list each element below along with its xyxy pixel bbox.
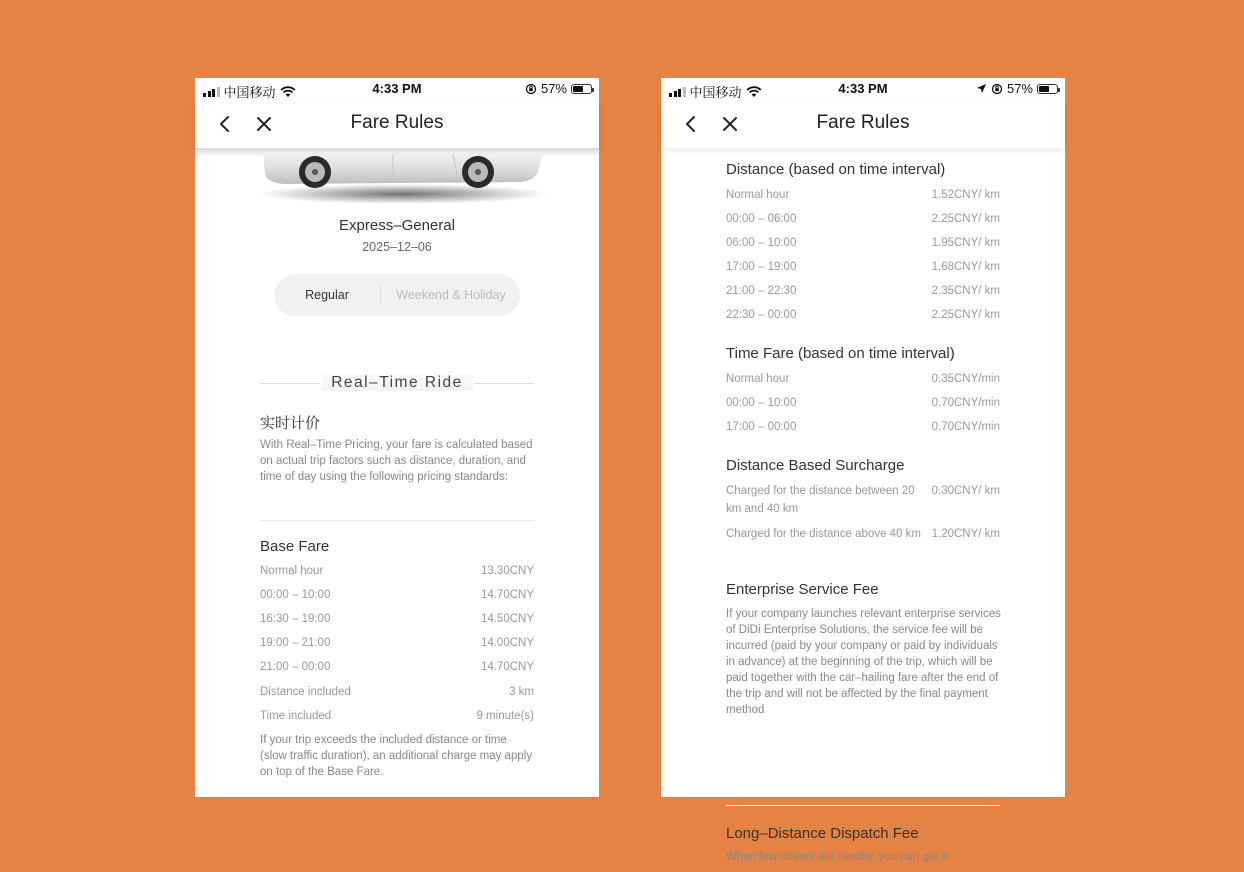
fare-type-toggle [274,274,520,316]
status-bar [661,78,1065,100]
fare-row-label: 17:00 – 19:00 [726,261,797,273]
dispatch-fee-description: When few drivers are nearby, you can get a [726,851,948,863]
fare-row-value: 2.25CNY/ km [931,213,1000,225]
fare-row [726,373,1000,389]
enterprise-fee-heading: Enterprise Service Fee [726,581,879,598]
left-content [195,148,599,797]
fare-row [726,213,1000,229]
fare-row-label: 19:00 – 21:00 [260,637,331,649]
fare-row-label: 00:00 – 10:00 [260,589,331,601]
location-arrow-icon [976,83,987,94]
phone-screen-left [195,78,599,797]
fare-row [726,421,1000,437]
fare-row [260,661,534,677]
base-fare-heading: Base Fare [260,538,330,555]
enterprise-fee-description: If your company launches relevant enterprise services of DiDi Enterprise Solutions, the service fee will be incurred (paid by your company or paid by individuals in advance) at the beginning of the trip, which will be paid together with the car–hailing fare after the end of the trip and will not be affected by the final payment method [726,608,1001,716]
fare-row-value: 1.20CNY/ km [931,528,1000,540]
battery-icon [1037,84,1058,94]
section-title [195,374,599,392]
status-right [525,81,592,96]
fare-row-label: Normal hour [726,189,790,201]
carrier-name: 中国移动 [689,85,742,100]
fare-row [260,613,534,629]
divider [260,520,534,521]
status-time: 4:33 PM [372,81,422,96]
orientation-lock-icon [991,83,1003,95]
surcharge-heading: Distance Based Surcharge [726,457,905,474]
fare-row-label: Charged for the distance above 40 km [726,528,921,540]
realtime-heading: 实时计价 [260,415,321,432]
fare-row-label: Normal hour [726,373,790,385]
orientation-lock-icon [525,83,537,95]
battery-icon [571,84,592,94]
fare-row [726,189,1000,205]
carrier-name: 中国移动 [223,85,276,100]
fare-row-value: 13.30CNY [480,565,534,577]
fare-row [260,710,534,726]
car-type-name: Express–General [339,217,455,234]
base-fare-note: If your trip exceeds the included distance or time (slow traffic duration), an additional charge may apply on top of the Base Fare. [260,734,533,778]
fare-row-value: 1.68CNY/ km [931,261,1000,273]
phone-screen-right [661,78,1065,863]
fare-row [260,565,534,581]
fare-row-label: 00:00 – 06:00 [726,213,797,225]
page-title: Fare Rules [816,112,910,133]
fare-row-value: 3 km [509,686,534,698]
fare-row [726,237,1000,253]
fare-row-label: Distance included [260,686,351,698]
battery-percent: 57% [540,81,567,96]
fare-row [726,482,1000,520]
time-fare-heading: Time Fare (based on time interval) [726,345,955,362]
distance-heading: Distance (based on time interval) [726,161,946,178]
fare-row-label: Time included [260,710,332,722]
fare-row-label: 06:00 – 10:00 [726,237,797,249]
fare-row-value: 9 minute(s) [476,710,534,722]
fare-row-value: 14.70CNY [480,661,534,673]
fare-row [726,261,1000,277]
fare-row [726,285,1000,301]
fare-row-value: 0.30CNY/ km [931,485,1000,497]
fare-row [260,686,534,702]
section-title-text: Real–Time Ride [321,374,473,391]
fare-row-value: 1.95CNY/ km [931,237,1000,249]
nav-bar [195,100,599,148]
fare-row [726,525,1000,563]
status-bar [195,78,599,100]
fare-row-label: 16:30 – 19:00 [260,613,331,625]
page-title: Fare Rules [350,112,444,133]
fare-row-value: 2.25CNY/ km [931,309,1000,321]
car-type-date: 2025–12–06 [362,240,432,254]
fare-row-value: 14.70CNY [480,589,534,601]
tab-weekend-holiday[interactable]: Weekend & Holiday [396,288,506,302]
right-content [661,148,1065,863]
status-time: 4:33 PM [838,81,888,96]
car-image [253,146,553,206]
dispatch-fee-heading: Long–Distance Dispatch Fee [726,825,919,842]
fare-row [260,637,534,653]
fare-row [726,309,1000,325]
fare-row-label: 17:00 – 00:00 [726,421,797,433]
fare-row-label: Normal hour [260,565,324,577]
fare-row-label: Charged for the distance between 20 km and 40 km [726,485,915,515]
fare-row-value: 0.70CNY/min [931,421,1000,433]
fare-row-value: 14.00CNY [480,637,534,649]
nav-bar [661,100,1065,148]
fare-row-value: 2.35CNY/ km [931,285,1000,297]
fare-row-label: 21:00 – 00:00 [260,661,331,673]
fare-row [260,589,534,605]
toggle-divider [380,285,381,305]
fare-row-label: 00:00 – 10:00 [726,397,797,409]
fare-row [726,397,1000,413]
fare-row-value: 0.35CNY/min [931,373,1000,385]
fare-row-label: 21:00 – 22:30 [726,285,797,297]
fare-row-value: 0.70CNY/min [931,397,1000,409]
fare-row-label: 22:30 – 00:00 [726,309,797,321]
divider [726,805,1000,806]
fare-row-value: 1.52CNY/ km [931,189,1000,201]
fare-row-value: 14.50CNY [480,613,534,625]
battery-percent: 57% [1006,81,1033,96]
realtime-description: With Real–Time Pricing, your fare is calculated based on actual trip factors such as distance, duration, and time of day using the following pricing standards: [260,439,533,483]
tab-regular[interactable]: Regular [305,288,349,302]
status-right [976,81,1058,96]
